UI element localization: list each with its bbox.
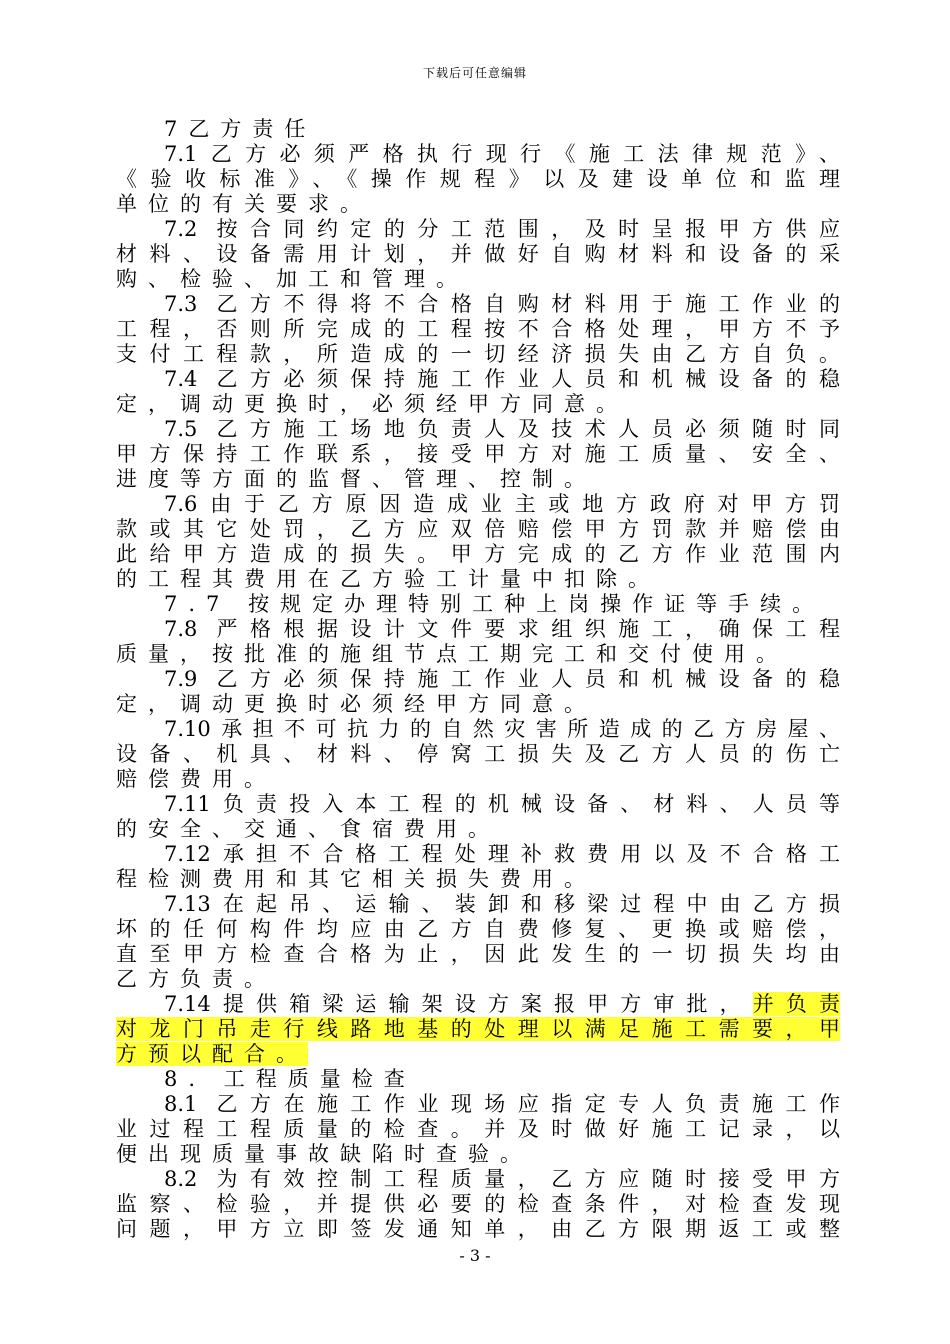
- line-text: 工程，否则所完成的工程按不合格处理，甲方不予: [116, 317, 840, 341]
- line-text: 问题，甲方立即签发通知单，由乙方限期返工或整: [116, 1217, 840, 1241]
- line-text: 单位的有关要求。: [116, 192, 372, 216]
- text-line: [116, 867, 840, 892]
- text-line: [116, 192, 840, 217]
- text-line: [116, 542, 840, 567]
- line-text: 7.7 按规定办理特别工种上岗操作证等手续。: [164, 592, 825, 616]
- line-text: 监察、检验，并提供必要的检查条件，对检查发现: [116, 1192, 840, 1216]
- line-text: 7.14提供箱梁运输架设方案报甲方审批，: [164, 992, 753, 1016]
- text-line: [116, 367, 840, 392]
- line-text: 便出现质量事故缺陷时查验。: [116, 1142, 532, 1166]
- page-header: 下载后可任意编辑: [422, 66, 527, 80]
- line-text: 7.6由于乙方原因造成业主或地方政府对甲方罚: [164, 492, 840, 516]
- text-line: [116, 692, 840, 717]
- text-line: [116, 1167, 840, 1192]
- text-line: [116, 1142, 840, 1167]
- text-line: [116, 442, 840, 467]
- text-line: [116, 567, 840, 592]
- line-text: 支付工程款，所造成的一切经济损失由乙方自负。: [116, 342, 840, 366]
- line-text: 购、检验、加工和管理。: [116, 267, 468, 291]
- line-text: 坏的任何构件均应由乙方自费修复、更换或赔偿，: [116, 917, 840, 941]
- text-line: [116, 292, 840, 317]
- text-line: [116, 817, 840, 842]
- line-text: 8.2 为有效控制工程质量，乙方应随时接受甲方: [164, 1167, 840, 1191]
- line-text: 7.2 按合同约定的分工范围，及时呈报甲方供应: [164, 217, 840, 241]
- line-text: 乙方负责。: [116, 967, 276, 991]
- text-line: [116, 617, 840, 642]
- text-line: [116, 1042, 840, 1067]
- line-text: 《验收标准》、《操作规程》以及建设单位和监理: [116, 167, 840, 191]
- text-line: [116, 467, 840, 492]
- line-text: 定，调动更换时，必须经甲方同意。: [116, 392, 628, 416]
- text-line: [116, 267, 840, 292]
- text-line: [116, 392, 840, 417]
- line-text: 7.3 乙方不得将不合格自购材料用于施工作业的: [164, 292, 840, 316]
- text-line: [116, 217, 840, 242]
- highlighted-text: 并负责: [752, 992, 841, 1016]
- line-text: 赔偿费用。: [116, 767, 276, 791]
- line-text: 7乙方责任: [164, 117, 317, 141]
- line-text: 7.12承担不合格工程处理补救费用以及不合格工: [164, 842, 840, 866]
- line-text: 7.1乙方必须严格执行现行《施工法律规范》、: [164, 142, 840, 166]
- text-line: [116, 117, 840, 142]
- text-line: [116, 142, 840, 167]
- text-line: [116, 1067, 840, 1092]
- text-line: [116, 742, 840, 767]
- text-line: [116, 1017, 840, 1042]
- text-line: [116, 667, 840, 692]
- highlighted-text: 方预以配合。: [116, 1042, 308, 1066]
- line-text: 8. 工程质量检查: [164, 1067, 416, 1091]
- text-line: [116, 992, 840, 1017]
- text-line: [116, 592, 840, 617]
- text-line: [116, 892, 840, 917]
- line-text: 7.4 乙方必须保持施工作业人员和机械设备的稳: [164, 367, 840, 391]
- text-line: [116, 1217, 840, 1242]
- line-text: 质量，按批准的施组节点工期完工和交付使用。: [116, 642, 788, 666]
- text-line: [116, 167, 840, 192]
- text-line: [116, 417, 840, 442]
- line-text: 此给甲方造成的损失。甲方完成的乙方作业范围内: [116, 542, 840, 566]
- line-text: 7.11负责投入本工程的机械设备、材料、人员等: [164, 792, 840, 816]
- text-line: [116, 767, 840, 792]
- line-text: 甲方保持工作联系，接受甲方对施工质量、安全、: [116, 442, 840, 466]
- line-text: 款或其它处罚，乙方应双倍赔偿甲方罚款并赔偿由: [116, 517, 840, 541]
- text-line: [116, 942, 840, 967]
- line-text: 材料、设备需用计划，并做好自购材料和设备的采: [116, 242, 840, 266]
- line-text: 7.9 乙方必须保持施工作业人员和机械设备的稳: [164, 667, 840, 691]
- text-line: [116, 917, 840, 942]
- document-body: [116, 117, 840, 1242]
- text-line: [116, 492, 840, 517]
- text-line: [116, 1117, 840, 1142]
- line-text: 进度等方面的监督、管理、控制。: [116, 467, 596, 491]
- line-text: 的工程其费用在乙方验工计量中扣除。: [116, 567, 660, 591]
- line-text: 业过程工程质量的检查。并及时做好施工记录，以: [116, 1117, 840, 1141]
- line-text: 7.5 乙方施工场地负责人及技术人员必须随时同: [164, 417, 840, 441]
- line-text: 的安全、交通、食宿费用。: [116, 817, 500, 841]
- line-text: 设备、机具、材料、停窝工损失及乙方人员的伤亡: [116, 742, 840, 766]
- text-line: [116, 1092, 840, 1117]
- highlighted-text: 对龙门吊走行线路地基的处理以满足施工需要，甲: [116, 1017, 840, 1041]
- line-text: 7.10承担不可抗力的自然灾害所造成的乙方房屋、: [164, 717, 840, 741]
- text-line: [116, 717, 840, 742]
- line-text: 8.1 乙方在施工作业现场应指定专人负责施工作: [164, 1092, 840, 1116]
- line-text: 7.13在起吊、运输、装卸和移梁过程中由乙方损: [164, 892, 840, 916]
- line-text: 程检测费用和其它相关损失费用。: [116, 867, 596, 891]
- line-text: 直至甲方检查合格为止，因此发生的一切损失均由: [116, 942, 840, 966]
- line-text: 7.8 严格根据设计文件要求组织施工，确保工程: [164, 617, 840, 641]
- text-line: [116, 242, 840, 267]
- text-line: [116, 967, 840, 992]
- text-line: [116, 342, 840, 367]
- text-line: [116, 792, 840, 817]
- line-text: 定，调动更换时必须经甲方同意。: [116, 692, 596, 716]
- text-line: [116, 1192, 840, 1217]
- text-line: [116, 642, 840, 667]
- text-line: [116, 842, 840, 867]
- text-line: [116, 317, 840, 342]
- text-line: [116, 517, 840, 542]
- page-number: - 3 -: [459, 1246, 491, 1265]
